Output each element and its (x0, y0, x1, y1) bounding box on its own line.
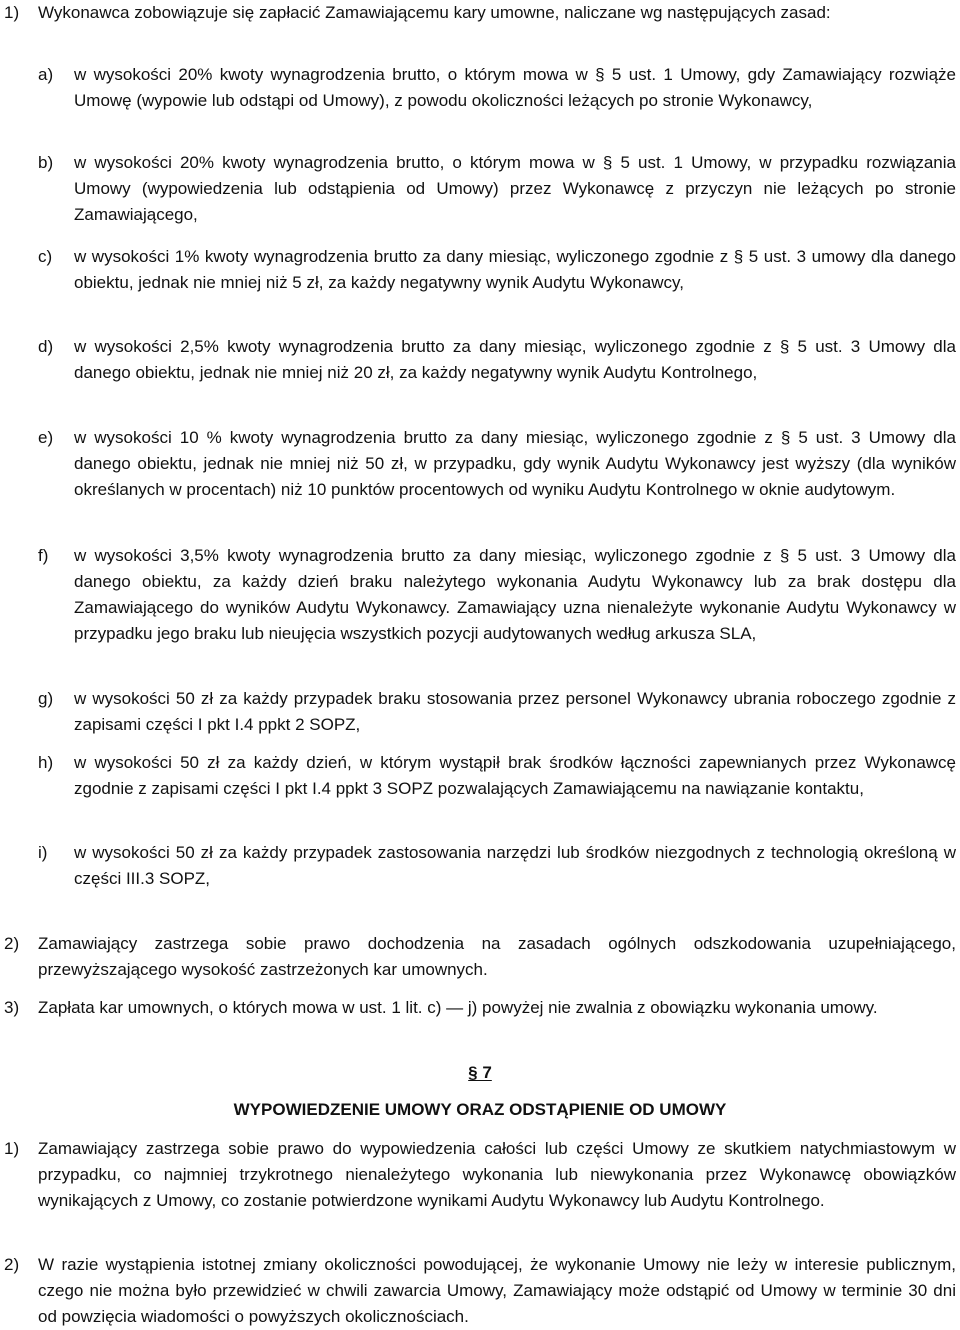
subclause-letter: c) (38, 247, 53, 266)
subclause-letter: e) (38, 428, 54, 447)
subclause-text: w wysokości 50 zł za każdy dzień, w którym wystąpił brak środków łączności zapewnianych przez Wykonawcę zgodnie z zapisami części I pkt I.4 ppkt 3 SOPZ pozwalających Zamawiającemu na nawiązanie kontaktu, (74, 753, 956, 798)
clause-2 (4, 931, 956, 983)
subclause-letter: h) (38, 753, 54, 772)
clause-1 (4, 0, 956, 26)
clause-text: Zamawiający zastrzega sobie prawo do wypowiedzenia całości lub części Umowy ze skutkiem natychmiastowym w przypadku, co najmniej trzykrotnego nienależytego wykonania lub niewykonania przez Wykonawcę obowiązków wynikających z Umowy, co zostanie potwierdzone wynikami Audytu Wykonawcy lub Audytu Kontrolnego. (38, 1139, 956, 1210)
clause-text: Zapłata kar umownych, o których mowa w ust. 1 lit. c) — j) powyżej nie zwalnia z obowiązku wykonania umowy. (38, 998, 878, 1017)
subclause-i (38, 840, 956, 892)
subclause-text: w wysokości 10 % kwoty wynagrodzenia brutto za dany miesiąc, wyliczonego zgodnie z § 5 ust. 3 Umowy dla danego obiektu, jednak nie mniej niż 50 zł, w przypadku, gdy wynik Audytu Wykonawcy jest wyższy (dla wyników określanych w procentach) niż 10 punktów procentowych od wyniku Audytu Kontrolnego w oknie audytowym. (74, 428, 956, 499)
subclause-h (38, 750, 956, 802)
subclause-text: w wysokości 20% kwoty wynagrodzenia brutto, o którym mowa w § 5 ust. 1 Umowy, w przypadku rozwiązania Umowy (wypowiedzenia lub odstąpienia od Umowy) przez Wykonawcę z przyczyn nie leżących po stronie Zamawiającego, (74, 153, 956, 224)
section-number (0, 1060, 960, 1086)
subclause-d (38, 334, 956, 386)
subclause-c (38, 244, 956, 296)
section-clause-1 (4, 1136, 956, 1214)
subclause-g (38, 686, 956, 738)
subclause-letter: a) (38, 65, 54, 84)
subclause-text: w wysokości 50 zł za każdy przypadek braku stosowania przez personel Wykonawcy ubrania roboczego zgodnie z zapisami części I pkt I.4 ppkt 2 SOPZ, (74, 689, 956, 734)
subclause-text: w wysokości 2,5% kwoty wynagrodzenia brutto za dany miesiąc, wyliczonego zgodnie z § 5 ust. 3 Umowy dla danego obiektu, jednak nie mniej niż 20 zł, za każdy negatywny wynik Audytu Kontrolnego, (74, 337, 956, 382)
clause-text: Zamawiający zastrzega sobie prawo dochodzenia na zasadach ogólnych odszkodowania uzupełniającego, przewyższającego wysokość zastrzeżonych kar umownych. (38, 934, 956, 979)
clause-text: W razie wystąpienia istotnej zmiany okoliczności powodującej, że wykonanie Umowy nie leży w interesie publicznym, czego nie można było przewidzieć w chwili zawarcia Umowy, Zamawiający może odstąpić od Umowy w terminie 30 dni od powzięcia wiadomości o powyższych okolicznościach. (38, 1255, 956, 1326)
subclause-letter: g) (38, 689, 54, 708)
subclause-letter: b) (38, 153, 54, 172)
subclause-letter: f) (38, 546, 49, 565)
section-title: WYPOWIEDZENIE UMOWY ORAZ ODSTĄPIENIE OD UMOWY (233, 1100, 727, 1119)
subclause-b (38, 150, 956, 228)
subclause-text: w wysokości 3,5% kwoty wynagrodzenia brutto za dany miesiąc, wyliczonego zgodnie z § 5 ust. 3 Umowy dla danego obiektu, za każdy dzień braku należytego wykonania Audytu Wykonawcy lub za brak dostępu dla Zamawiającego do wyników Audytu Wykonawcy. Zamawiający uzna nienależyte wykonanie Audytu Wykonawcy w przypadku jego braku lub nieujęcia wszystkich pozycji audytowanych według arkusza SLA, (74, 546, 956, 643)
section-clause-2 (4, 1252, 956, 1330)
clause-number: 1) (4, 3, 20, 22)
section-sign: § 7 (468, 1063, 492, 1082)
clause-number: 1) (4, 1139, 20, 1158)
subclause-f (38, 543, 956, 647)
clause-3 (4, 995, 956, 1021)
subclause-letter: d) (38, 337, 54, 356)
subclause-text: w wysokości 20% kwoty wynagrodzenia brutto, o którym mowa w § 5 ust. 1 Umowy, gdy Zamawiający rozwiąże Umowę (wypowie lub odstąpi od Umowy), z powodu okoliczności leżących po stronie Wykonawcy, (74, 65, 956, 110)
subclause-text: w wysokości 50 zł za każdy przypadek zastosowania narzędzi lub środków niezgodnych z technologią określoną w części III.3 SOPZ, (74, 843, 956, 888)
clause-number: 3) (4, 998, 20, 1017)
clause-number: 2) (4, 934, 20, 953)
subclause-a (38, 62, 956, 114)
subclause-e (38, 425, 956, 503)
clause-text: Wykonawca zobowiązuje się zapłacić Zamawiającemu kary umowne, naliczane wg następujących zasad: (38, 3, 831, 22)
clause-number: 2) (4, 1255, 20, 1274)
subclause-text: w wysokości 1% kwoty wynagrodzenia brutto za dany miesiąc, wyliczonego zgodnie z § 5 ust. 3 umowy dla danego obiektu, jednak nie mniej niż 5 zł, za każdy negatywny wynik Audytu Wykonawcy, (74, 247, 956, 292)
subclause-letter: i) (38, 843, 48, 862)
